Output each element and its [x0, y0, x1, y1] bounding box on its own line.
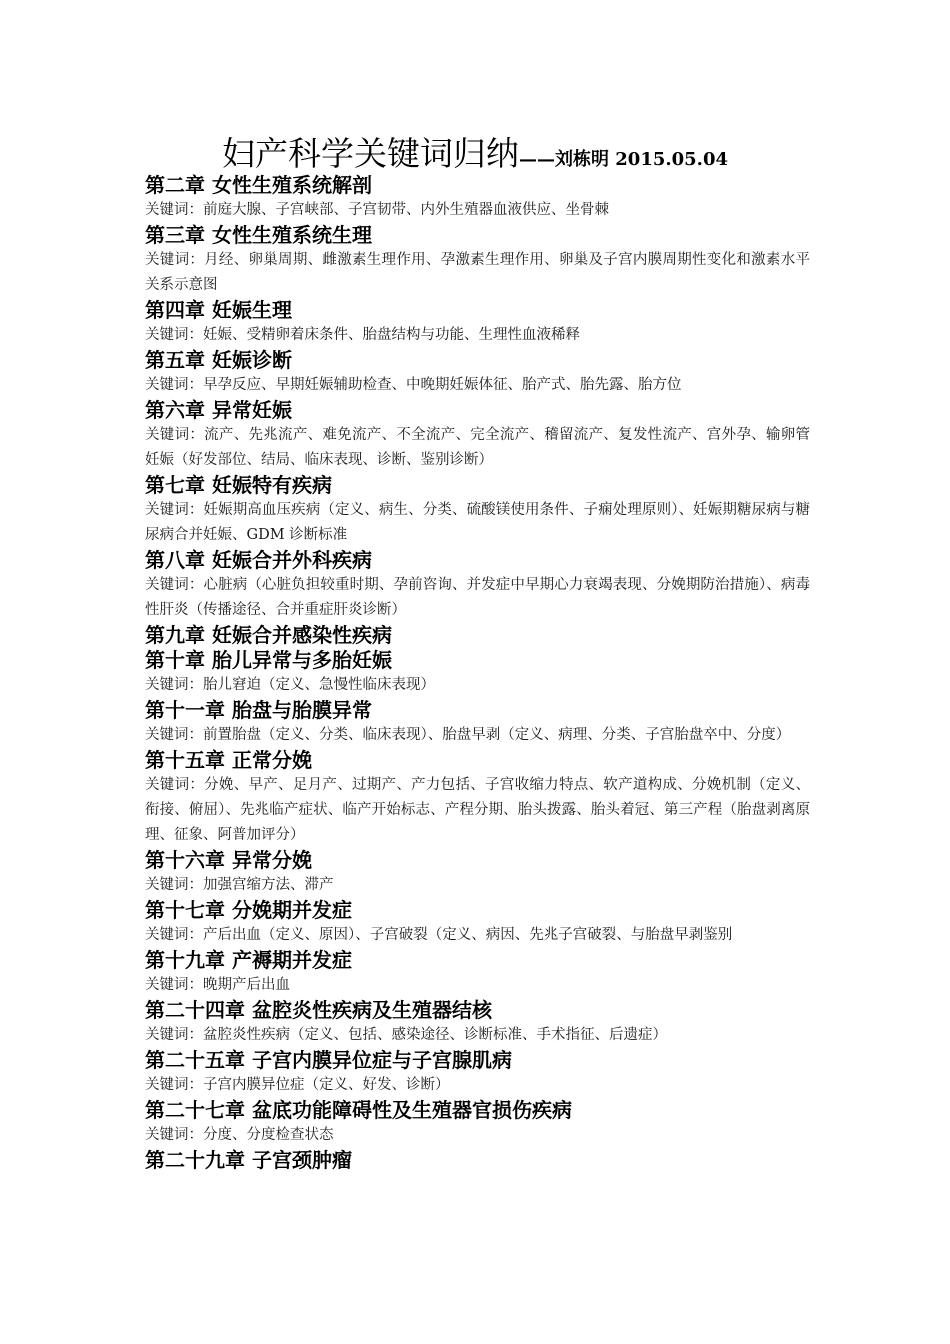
- chapter-section: [145, 473, 810, 548]
- document-author-date: ——刘栋明 2015.05.04: [519, 149, 728, 170]
- chapter-heading: 第六章 异常妊娠: [145, 398, 292, 422]
- chapter-heading: 第二十九章 子宫颈肿瘤: [145, 1148, 352, 1172]
- chapter-keywords: 关键词：妊娠、受精卵着床条件、胎盘结构与功能、生理性血液稀释: [145, 327, 580, 343]
- chapter-keywords: 关键词：盆腔炎性疾病（定义、包括、感染途径、诊断标准、手术指征、后遗症）: [145, 1027, 667, 1043]
- chapter-keywords: 关键词：心脏病（心脏负担较重时期、孕前咨询、并发症中早期心力衰竭表现、分娩期防治措施）、病毒性肝炎（传播途径、合并重症肝炎诊断）: [145, 577, 810, 618]
- chapter-section: [145, 398, 810, 473]
- chapter-section: [145, 748, 810, 848]
- chapter-keywords: 关键词：分度、分度检查状态: [145, 1127, 334, 1143]
- chapter-keywords: 关键词：前置胎盘（定义、分类、临床表现）、胎盘早剥（定义、病理、分类、子宫胎盘卒中、分度）: [145, 727, 791, 743]
- document-title-line: [0, 128, 950, 175]
- chapter-section: [145, 998, 810, 1048]
- chapter-keywords: 关键词：加强宫缩方法、滞产: [145, 877, 334, 893]
- chapter-section: [145, 223, 810, 298]
- chapter-heading: 第三章 女性生殖系统生理: [145, 223, 372, 247]
- chapter-section: [145, 848, 810, 898]
- chapter-heading: 第十五章 正常分娩: [145, 748, 312, 772]
- chapter-keywords: 关键词：胎儿窘迫（定义、急慢性临床表现）: [145, 677, 435, 693]
- chapter-section: [145, 898, 810, 948]
- chapter-heading: 第七章 妊娠特有疾病: [145, 473, 332, 497]
- chapter-keywords: 关键词：子宫内膜异位症（定义、好发、诊断）: [145, 1077, 450, 1093]
- chapter-heading: 第十一章 胎盘与胎膜异常: [145, 698, 372, 722]
- chapter-section: [145, 348, 810, 398]
- chapter-heading: 第八章 妊娠合并外科疾病: [145, 548, 372, 572]
- document-title: 妇产科学关键词归纳: [222, 134, 519, 173]
- chapter-heading: 第二十五章 子宫内膜异位症与子宫腺肌病: [145, 1048, 512, 1072]
- chapter-section: [145, 1048, 810, 1098]
- chapter-section: [145, 173, 810, 223]
- chapter-section: [145, 623, 810, 648]
- chapter-section: [145, 1148, 810, 1173]
- chapter-keywords: 关键词：产后出血（定义、原因）、子宫破裂（定义、病因、先兆子宫破裂、与胎盘早剥鉴别: [145, 927, 733, 943]
- chapter-section: [145, 948, 810, 998]
- chapter-heading: 第五章 妊娠诊断: [145, 348, 292, 372]
- chapter-heading: 第二十四章 盆腔炎性疾病及生殖器结核: [145, 998, 492, 1022]
- chapter-heading: 第十六章 异常分娩: [145, 848, 312, 872]
- chapter-heading: 第十章 胎儿异常与多胎妊娠: [145, 648, 392, 672]
- chapter-heading: 第十九章 产褥期并发症: [145, 948, 352, 972]
- chapter-keywords: 关键词：妊娠期高血压疾病（定义、病生、分类、硫酸镁使用条件、子痫处理原则）、妊娠期糖尿病与糖尿病合并妊娠、GDM 诊断标准: [145, 502, 810, 543]
- chapter-heading: 第九章 妊娠合并感染性疾病: [145, 623, 392, 647]
- chapter-heading: 第二章 女性生殖系统解剖: [145, 173, 372, 197]
- chapter-section: [145, 648, 810, 698]
- chapter-section: [145, 298, 810, 348]
- chapter-section: [145, 698, 810, 748]
- chapter-section: [145, 548, 810, 623]
- chapter-heading: 第二十七章 盆底功能障碍性及生殖器官损伤疾病: [145, 1098, 572, 1122]
- chapter-keywords: 关键词：分娩、早产、足月产、过期产、产力包括、子宫收缩力特点、软产道构成、分娩机制（定义、衔接、俯屈）、先兆临产症状、临产开始标志、产程分期、胎头拨露、胎头着冠、第三产程（胎盘剥离原理、征象、阿普加评分）: [145, 777, 810, 843]
- chapter-keywords: 关键词：早孕反应、早期妊娠辅助检查、中晚期妊娠体征、胎产式、胎先露、胎方位: [145, 377, 682, 393]
- chapter-section: [145, 1098, 810, 1148]
- chapter-heading: 第四章 妊娠生理: [145, 298, 292, 322]
- chapter-list: [145, 173, 810, 1173]
- chapter-keywords: 关键词：流产、先兆流产、难免流产、不全流产、完全流产、稽留流产、复发性流产、宫外孕、输卵管妊娠（好发部位、结局、临床表现、诊断、鉴别诊断）: [145, 427, 810, 468]
- chapter-keywords: 关键词：晚期产后出血: [145, 977, 290, 993]
- chapter-heading: 第十七章 分娩期并发症: [145, 898, 352, 922]
- chapter-keywords: 关键词：前庭大腺、子宫峡部、子宫韧带、内外生殖器血液供应、坐骨棘: [145, 202, 609, 218]
- chapter-keywords: 关键词：月经、卵巢周期、雌激素生理作用、孕激素生理作用、卵巢及子宫内膜周期性变化和激素水平关系示意图: [145, 252, 810, 293]
